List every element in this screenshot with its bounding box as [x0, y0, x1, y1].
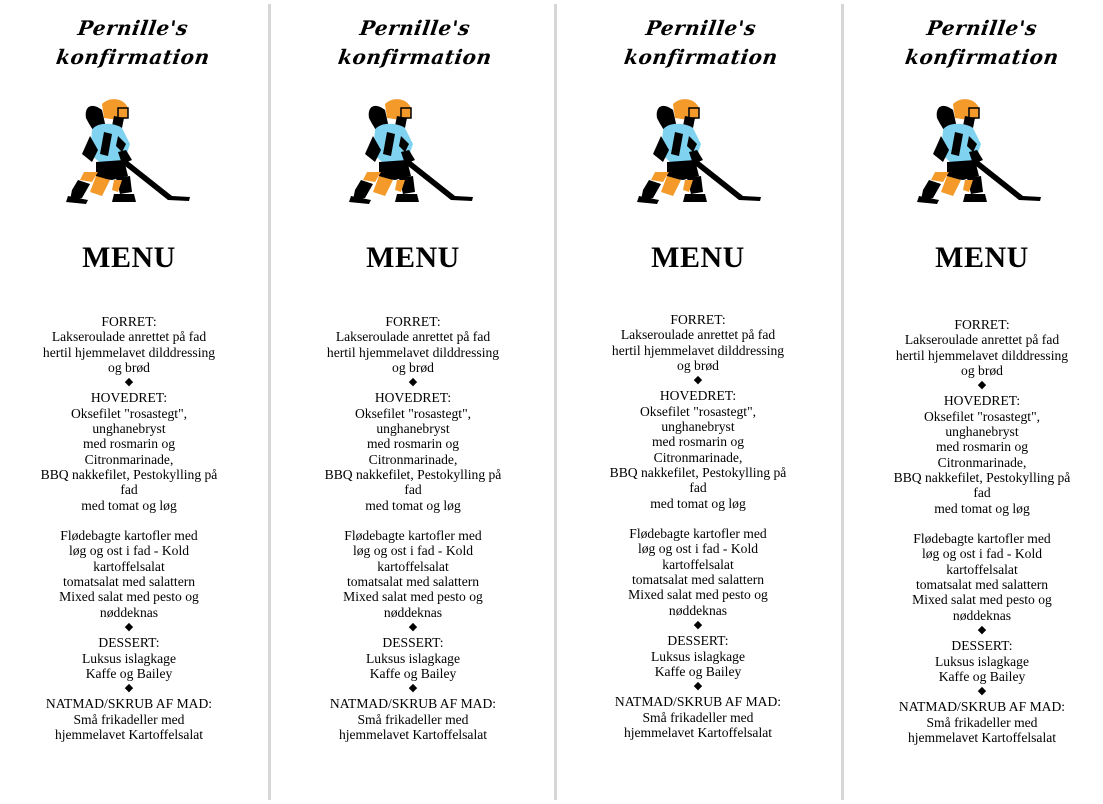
menu-line: med rosmarin og [366, 436, 460, 452]
section-label: DESSERT: [382, 635, 444, 651]
section-label: FORRET: [670, 312, 726, 327]
menu-line: Luksus islagkage [934, 653, 1029, 669]
menu-line: med tomat og løg [934, 500, 1030, 516]
diamond-separator-icon: ◆ [408, 682, 418, 695]
menu-line: unghanebryst [661, 419, 735, 435]
menu-line: med tomat og løg [650, 495, 746, 511]
menu-line: BBQ nakkefilet, Pestokylling på [40, 466, 218, 482]
card-title-line: Pernille's [358, 16, 472, 40]
menu-line: unghanebryst [945, 424, 1019, 440]
menu-line: nøddeknas [99, 604, 159, 620]
menu-body [563, 312, 833, 740]
menu-line: hertil hjemmelavet dilddressing [42, 344, 216, 360]
menu-line: tomatsalat med salattern [915, 577, 1049, 593]
menu-body [0, 314, 264, 742]
menu-line: Mixed salat med pesto og [59, 589, 199, 605]
section-label: DESSERT: [667, 633, 729, 649]
menu-line: Oksefilet "rosastegt", [639, 403, 757, 419]
menu-line: Små frikadeller med [357, 711, 469, 727]
menu-line: Mixed salat med pesto og [343, 589, 483, 605]
diamond-separator-icon: ◆ [693, 374, 703, 387]
menu-line: løg og ost i fad - Kold [637, 541, 759, 557]
menu-card [847, 0, 1103, 804]
menu-line: hjemmelavet Kartoffelsalat [907, 730, 1057, 746]
menu-line: med rosmarin og [935, 439, 1029, 455]
menu-line: hjemmelavet Kartoffelsalat [338, 727, 488, 743]
menu-line: Små frikadeller med [642, 709, 754, 725]
menu-line: fad [404, 482, 422, 498]
menu-line: hertil hjemmelavet dilddressing [895, 347, 1069, 363]
menu-line: Citronmarinade, [368, 451, 458, 467]
menu-line: fad [120, 482, 138, 498]
menu-line: fad [689, 480, 707, 496]
menu-line: løg og ost i fad - Kold [921, 546, 1043, 562]
menu-line: BBQ nakkefilet, Pestokylling på [324, 466, 502, 482]
section-label: HOVEDRET: [90, 390, 168, 406]
menu-line: Oksefilet "rosastegt", [354, 405, 472, 421]
menu-line: Lakseroulade anrettet på fad [335, 329, 491, 345]
menu-line: tomatsalat med salattern [62, 574, 196, 590]
menu-body [278, 314, 548, 742]
menu-heading: MENU [366, 241, 460, 274]
menu-line: Små frikadeller med [73, 711, 185, 727]
menu-line: med rosmarin og [651, 434, 745, 450]
hockey-player-icon [62, 96, 192, 206]
menu-body [847, 317, 1103, 745]
menu-line: og brød [677, 357, 719, 373]
card-title [847, 14, 1103, 72]
card-title-line: konfirmation [903, 45, 1061, 69]
card-title-line: konfirmation [54, 45, 212, 69]
menu-line: Citronmarinade, [84, 451, 174, 467]
section-gap [278, 513, 548, 528]
card-divider [554, 4, 557, 800]
menu-line: tomatsalat med salattern [631, 572, 765, 588]
menu-line: fad [973, 485, 991, 501]
diamond-separator-icon: ◆ [408, 376, 418, 389]
menu-line: Lakseroulade anrettet på fad [904, 332, 1060, 348]
card-title-line: Pernille's [644, 16, 758, 40]
menu-line: Citronmarinade, [937, 454, 1027, 470]
section-label: DESSERT: [951, 638, 1013, 654]
menu-line: nøddeknas [668, 602, 728, 618]
card-title-line: konfirmation [336, 45, 494, 69]
menu-heading: MENU [935, 241, 1029, 274]
menu-line: Kaffe og Bailey [85, 665, 173, 681]
menu-line: nøddeknas [952, 607, 1012, 623]
section-label: NATMAD/SKRUB AF MAD: [614, 694, 782, 710]
diamond-separator-icon: ◆ [408, 620, 418, 633]
section-label: HOVEDRET: [659, 388, 737, 404]
menu-line: med tomat og løg [81, 497, 177, 513]
menu-line: BBQ nakkefilet, Pestokylling på [893, 469, 1071, 485]
menu-line: kartoffelsalat [662, 556, 734, 572]
menu-line: BBQ nakkefilet, Pestokylling på [609, 464, 787, 480]
menu-line: Luksus islagkage [650, 648, 745, 664]
section-label: FORRET: [954, 317, 1010, 332]
hockey-player-icon [345, 96, 475, 206]
menu-line: Flødebagte kartofler med [344, 528, 482, 544]
menu-line: med rosmarin og [82, 436, 176, 452]
menu-line: tomatsalat med salattern [346, 574, 480, 590]
card-title [566, 14, 836, 72]
menu-line: Kaffe og Bailey [369, 665, 457, 681]
diamond-separator-icon: ◆ [693, 618, 703, 631]
menu-line: med tomat og løg [365, 497, 461, 513]
menu-line: Oksefilet "rosastegt", [70, 405, 188, 421]
diamond-separator-icon: ◆ [124, 376, 134, 389]
card-title-line: Pernille's [925, 16, 1039, 40]
menu-line: løg og ost i fad - Kold [68, 543, 190, 559]
diamond-separator-icon: ◆ [693, 680, 703, 693]
card-divider [268, 4, 271, 800]
diamond-separator-icon: ◆ [977, 379, 987, 392]
menu-line: kartoffelsalat [946, 561, 1018, 577]
menu-line: Flødebagte kartofler med [629, 526, 767, 542]
menu-card [0, 0, 264, 804]
menu-line: kartoffelsalat [93, 558, 165, 574]
hockey-player-icon [913, 96, 1043, 206]
section-label: FORRET: [385, 314, 441, 329]
section-label: HOVEDRET: [374, 390, 452, 406]
diamond-separator-icon: ◆ [124, 620, 134, 633]
card-title [0, 14, 268, 72]
section-label: NATMAD/SKRUB AF MAD: [898, 699, 1066, 715]
menu-line: hjemmelavet Kartoffelsalat [623, 725, 773, 741]
menu-line: og brød [961, 362, 1003, 378]
menu-line: hertil hjemmelavet dilddressing [611, 342, 785, 358]
menu-line: Mixed salat med pesto og [628, 587, 768, 603]
section-label: NATMAD/SKRUB AF MAD: [329, 696, 497, 712]
menu-line: nøddeknas [383, 604, 443, 620]
menu-line: Mixed salat med pesto og [912, 592, 1052, 608]
menu-line: Kaffe og Bailey [938, 668, 1026, 684]
menu-line: Flødebagte kartofler med [60, 528, 198, 544]
card-title-line: konfirmation [622, 45, 780, 69]
card-title-line: Pernille's [76, 16, 190, 40]
menu-line: Kaffe og Bailey [654, 663, 742, 679]
menu-card [278, 0, 548, 804]
card-divider [841, 4, 844, 800]
section-gap [847, 516, 1103, 531]
menu-line: hjemmelavet Kartoffelsalat [54, 727, 204, 743]
menu-line: kartoffelsalat [377, 558, 449, 574]
diamond-separator-icon: ◆ [124, 682, 134, 695]
hockey-player-icon [633, 96, 763, 206]
section-gap [0, 513, 264, 528]
menu-line: Flødebagte kartofler med [913, 531, 1051, 547]
menu-line: Citronmarinade, [653, 449, 743, 465]
section-label: NATMAD/SKRUB AF MAD: [45, 696, 213, 712]
menu-line: unghanebryst [376, 421, 450, 437]
menu-line: Små frikadeller med [926, 714, 1038, 730]
diamond-separator-icon: ◆ [977, 685, 987, 698]
card-title [280, 14, 550, 72]
menu-heading: MENU [651, 241, 745, 274]
section-label: HOVEDRET: [943, 393, 1021, 409]
menu-line: Luksus islagkage [365, 650, 460, 666]
section-label: DESSERT: [98, 635, 160, 651]
menu-line: løg og ost i fad - Kold [352, 543, 474, 559]
diamond-separator-icon: ◆ [977, 623, 987, 636]
section-label: FORRET: [101, 314, 157, 329]
menu-line: Lakseroulade anrettet på fad [620, 327, 776, 343]
menu-line: Oksefilet "rosastegt", [923, 408, 1041, 424]
menu-line: Luksus islagkage [81, 650, 176, 666]
menu-line: og brød [392, 359, 434, 375]
menu-line: Lakseroulade anrettet på fad [51, 329, 207, 345]
menu-card [563, 0, 833, 804]
menu-line: hertil hjemmelavet dilddressing [326, 344, 500, 360]
menu-heading: MENU [82, 241, 176, 274]
menu-line: og brød [108, 359, 150, 375]
section-gap [563, 511, 833, 526]
menu-line: unghanebryst [92, 421, 166, 437]
